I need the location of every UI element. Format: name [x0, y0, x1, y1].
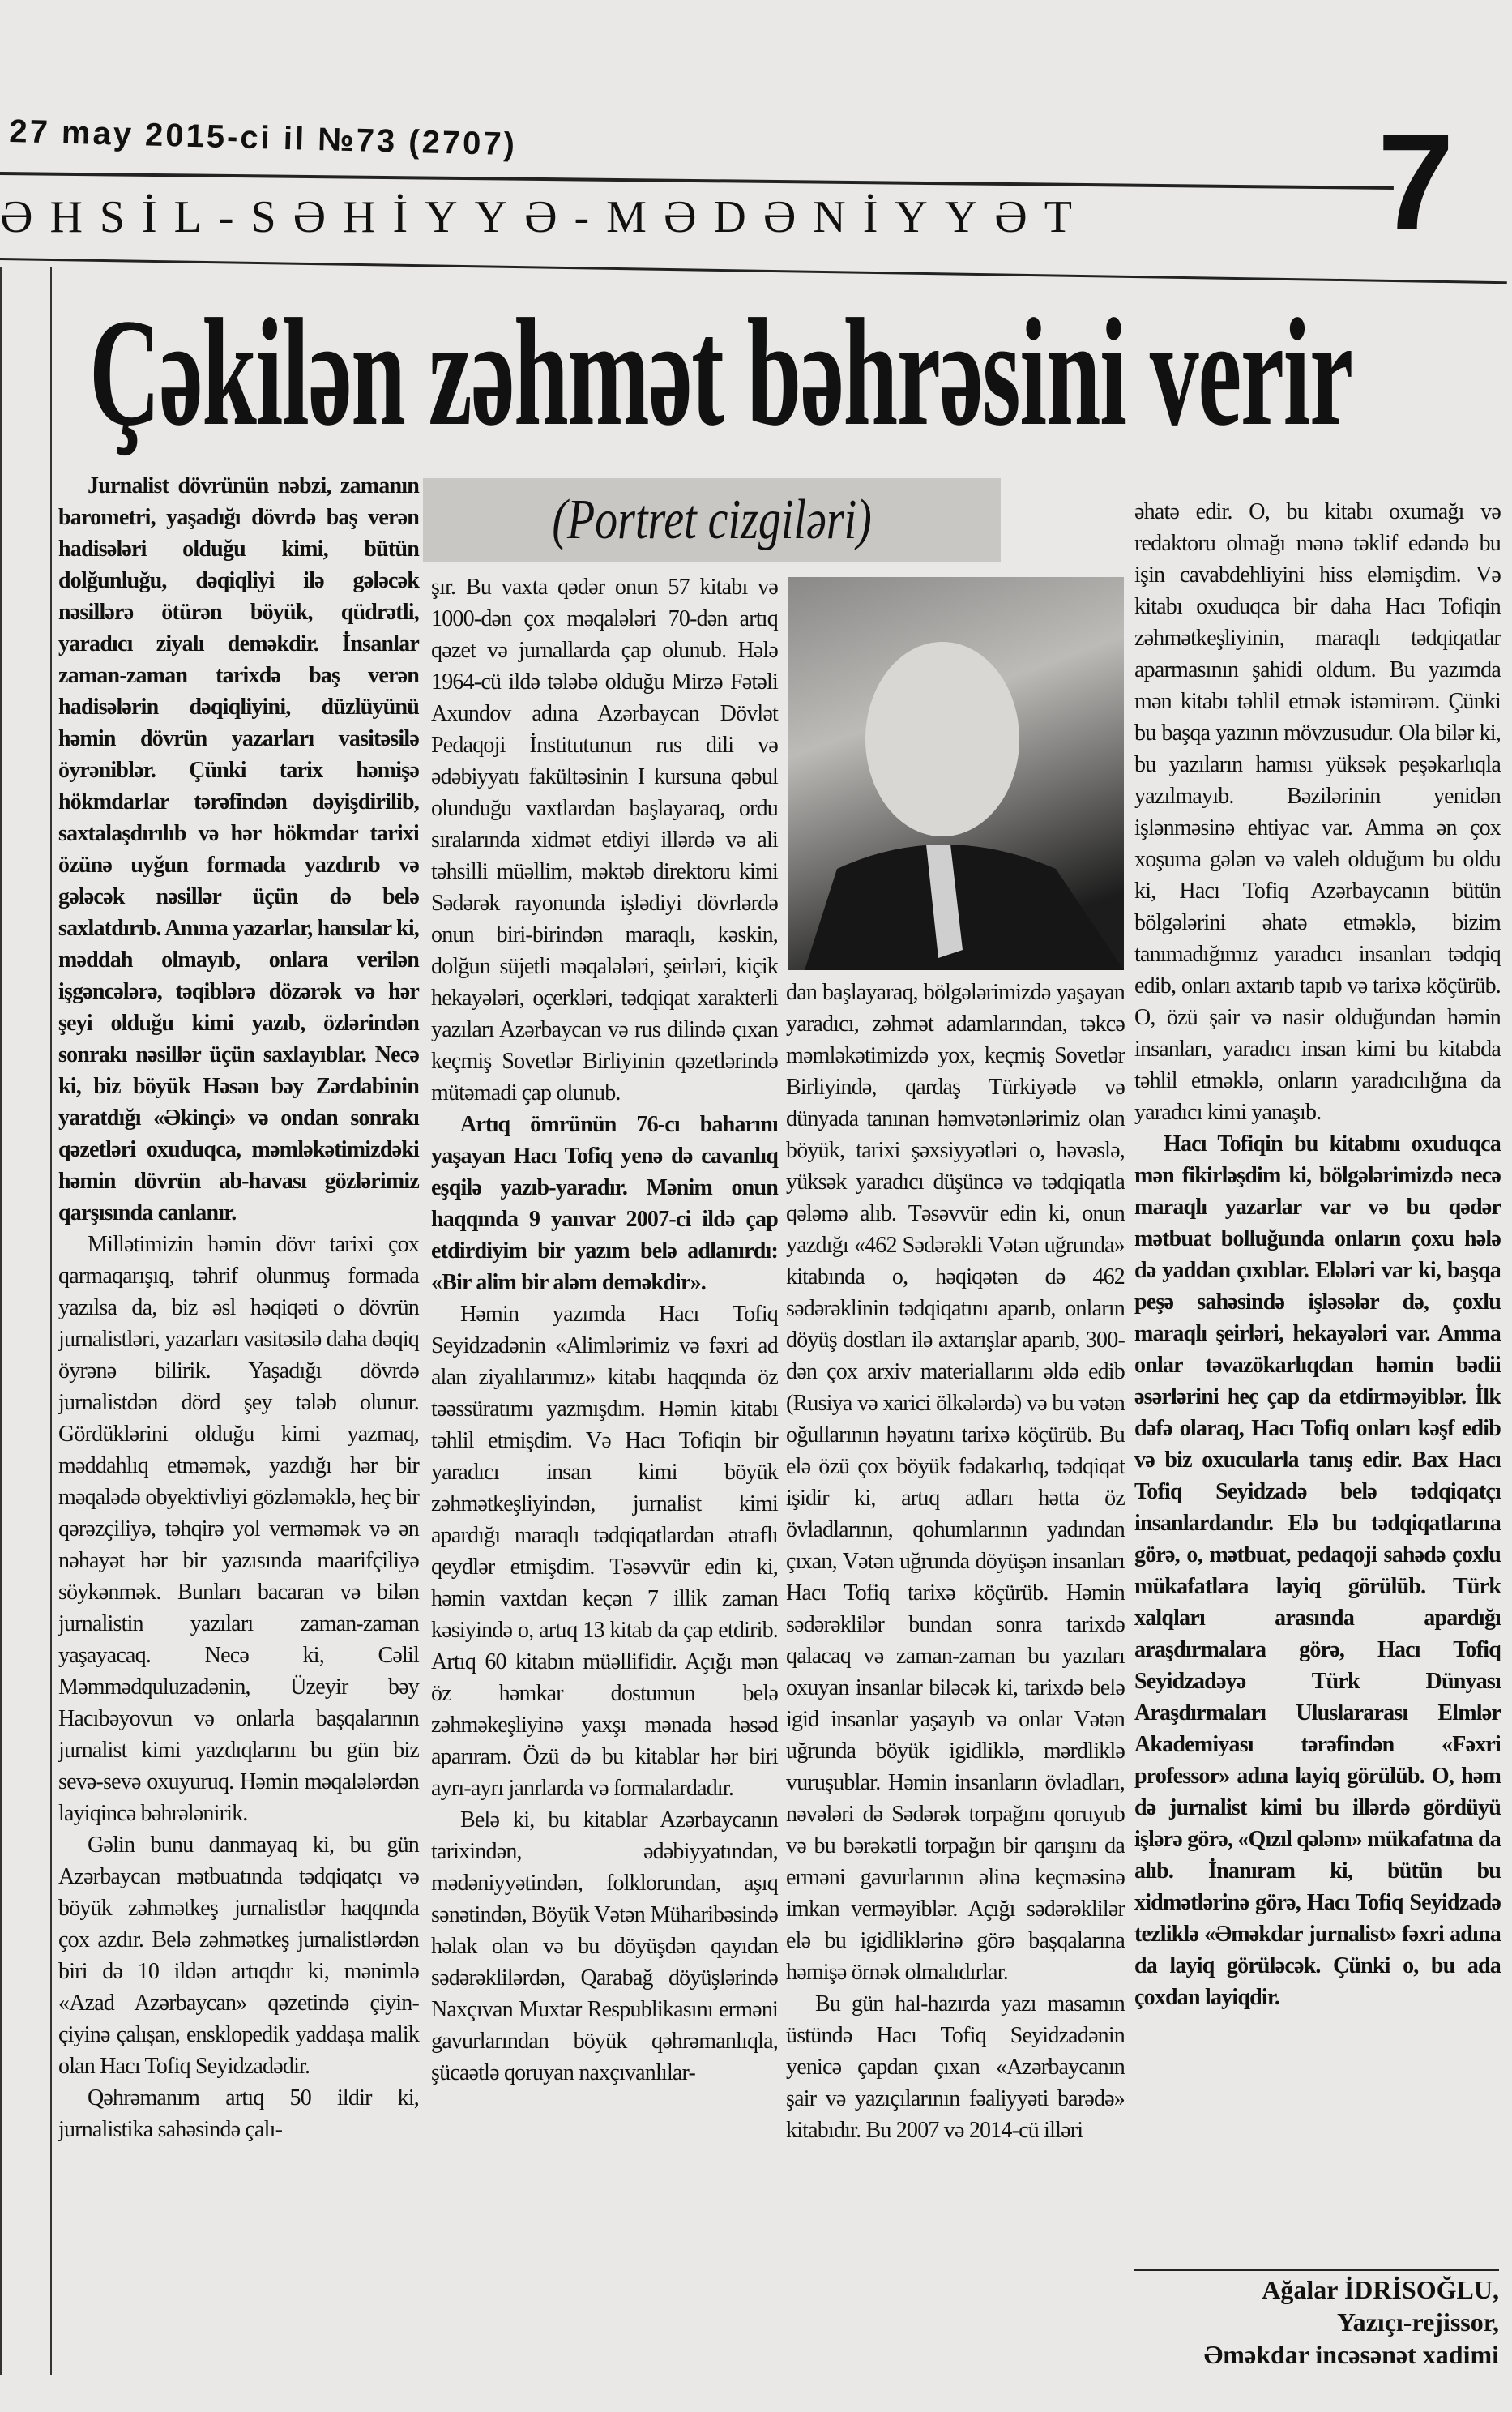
article-column-4 — [1134, 496, 1501, 2013]
paragraph: dan başlayaraq, bölgələrimizdə yaşayan yaradıcı, zəhmət adamlarından, təkcə məmləkətimizdə yox, keçmiş Sovetlər Birliyində, qardaş Türkiyədə və dünyada tanınan həmvətənlərimiz olan böyük, tarixi şəxsiyyətləri o, həvəslə, yüksək yaradıcı düşüncə və tədqiqatla qələmə alıb. Təsəvvür edin ki, onun yazdığı «462 Sədərəkli Vətən uğrunda» kitabında o, həqiqətən də 462 sədərəklinin tədqiqatını aparıb, onların döyüş dostları ilə axtarışlar aparıb, 300-dən çox arxiv materiallarını əldə edib (Rusiya və xarici ölkələrdə) və bu vətən oğullarının həyatını tarixə köçürüb. Bu elə özü çox böyük fədakarlıq, tədqiqat işidir ki, artıq adları hətta öz övladlarının, qohumlarının yadından çıxan, Vətən uğrunda döyüşən insanları Hacı Tofiq tarixə köçürüb. Həmin sədərəklilər bundan sonra tarixdə qalacaq və zaman-zaman bu yazıları oxuyan insanlar biləcək ki, tarixdə belə igid insanlar yaşayıb və onlar Vətən uğrunda böyük igidliklə, mərdliklə vuruşublar. Həmin insanların övladları, nəvələri də Sədərək torpağını qoruyub və bu bərəkətli torpağın bir qarışını da erməni gavurlarının əlinə keçməsinə imkan verməyiblər. Açığı sədərəklilər elə bu igidliklərinə görə başqalarına həmişə örnək olmalıdırlar. — [786, 980, 1125, 1985]
section-rule — [0, 258, 1507, 284]
paragraph: Belə ki, bu kitablar Azərbaycanın tarixindən, ədəbiyyatından, mədəniyyətindən, folklorundan, aşıq sənətindən, Böyük Vətən Müharibəsində həlak olan və bu döyüşdən qayıdan sədərəklilərdən, Qarabağ döyüşlərində Naxçıvan Muxtar Respublikasını erməni gavurlarından böyük qəhrəmanlıqla, şücaətlə qoruyan naxçıvanlılar- — [431, 1807, 778, 2085]
paragraph: Bu gün hal-hazırda yazı masamın üstündə Hacı Tofiq Seyidzadənin yenicə çapdan çıxan «Azərbaycanın şair və yazıçılarının fəaliyyəti barədə» kitabıdır. Bu 2007 və 2014-cü illəri — [786, 1991, 1125, 2143]
article-column-1 — [58, 470, 419, 2145]
signature-rule — [1134, 2269, 1499, 2271]
page-number: 7 — [1377, 105, 1454, 259]
paragraph: Gəlin bunu danmayaq ki, bu gün Azərbaycan mətbuatında tədqiqatçı və böyük zəhmətkeş jurnalistlər haqqında çox azdır. Belə zəhmətkeş jurnalistlərdən biri də 10 ildən artıqdır ki, mənimlə «Azad Azərbaycan» qəzetində çiyin-çiyinə çalışan, ensklopedik yaddaşa malik olan Hacı Tofiq Seyidzadədir. — [58, 1833, 419, 2079]
paragraph: Hacı Tofiqin bu kitabını oxuduqca mən fikirləşdim ki, bölgələrimizdə necə maraqlı yazarlar var və bu qədər mətbuat bolluğunda onların çoxu hələ də yaddan çıxıblar. Elələri var ki, başqa peşə sahəsində işləsələr də, çoxlu maraqlı şeirləri, hekayələri var. Amma onlar təvazökarlıqdan həmin bədii əsərlərini heç çap da etdirməyiblər. İlk dəfə olaraq, Hacı Tofiq onları kəşf edib və biz oxucularla tanış edir. Bax Hacı Tofiq Seyidzadə belə tədqiqatçı insanlardandır. Elə bu tədqiqatlarına görə, o, mətbuat, pedaqoji sahədə çoxlu mükafatlara layiq görülüb. Türk xalqları arasında apardığı araşdırmalara görə, Hacı Tofiq Seyidzadəyə Türk Dünyası Araşdırmaları Uluslararası Elmlər Akademiyası tərəfindən «Fəxri professor» adına layiq görülüb. O, həm də jurnalist kimi bu illərdə gördüyü işlərə görə, «Qızıl qələm» mükafatına da alıb. İnanıram ki, bütün bu xidmətlərinə görə, Hacı Tofiq Seyidzadə tezliklə «Əməkdar jurnalist» fəxri adına da layiq görüləcək. Çünki o, bu ada çoxdan layiqdir. — [1134, 1131, 1501, 2010]
portrait-photo — [788, 577, 1124, 970]
paragraph: əhatə edir. O, bu kitabı oxumağı və redaktoru olmağı mənə təklif edəndə bu işin cavabdehliyini hiss eləmişdim. Və kitabı oxuduqca bir daha Hacı Tofiqin zəhmətkeşliyinin, maraqlı tədqiqatlar aparmasının şahidi oldum. Bu yazımda mən kitabı təhlil etmək istəmirəm. Çünki bu başqa yazının mövzusudur. Ola bilər ki, bu yazıların hamısı yüksək peşəkarlıqla yazılmayıb. Bəzilərinin yenidən işlənməsinə ehtiyac var. Amma ən çox xoşuma gələn və valeh olduğum bu oldu ki, Hacı Tofiq Azərbaycanın bütün bölgələrini əhatə etməklə, bizim tanımadığımız yaradıcı insanları tədqiq edib, onları axtarıb tapıb və tarixə köçürüb. O, özü şair və nasir olduğundan həmin insanları, yaradıcı insan kimi bu kitabda təhlil etməklə, onların yaradıcılığına da yaradıcı kimi yanaşıb. — [1134, 499, 1501, 1125]
author-role: Yazıçı-rejissor, — [1337, 2307, 1499, 2337]
lead-paragraph: Jurnalist dövrünün nəbzi, zamanın barometri, yaşadığı dövrdə baş verən hadisələri olduğu kimi, bütün dolğunluğu, dəqiqliyi ilə gələcək nəsillərə ötürən böyük, qüdrətli, yaradıcı ziyalı deməkdir. İnsanlar zaman-zaman tarixdə baş verən hadisələrin dəqiqliyini, düzlüyünü həmin dövrün yazarları vasitəsilə öyrəniblər. Çünki tarix həmişə hökmdarlar tərəfindən dəyişdirilib, saxtalaşdırılıb və hər hökmdar tarixi özünə uyğun formada yazdırıb və gələcək nəsillər üçün də belə saxlatdırıb. Amma yazarlar, hansılar ki, məddah olmayıb, onlara verilən işgəncələrə, təqiblərə dözərək və hər şeyi olduğu kimi yazıb, özlərindən sonrakı nəsillər üçün saxlayıblar. Necə ki, biz böyük Həsən bəy Zərdabinin yaratdığı «Əkinçi» və ondan sonrakı qəzetləri oxuduqca, məmləkətimizdəki həmin dövrün ab-havası gözlərimiz qarşısında canlanır. — [58, 473, 419, 1225]
header-rule — [0, 172, 1394, 190]
section-heading: ƏHSİL-SƏHİYYƏ-MƏDƏNİYYƏT — [0, 192, 1089, 242]
author-title: Əməkdar incəsənət xadimi — [1203, 2340, 1499, 2369]
column-divider — [0, 267, 2, 2375]
paragraph: Həmin yazımda Hacı Tofiq Seyidzadənin «Alimlərimiz və fəxri ad alan ziyalılarımız» kitabı haqqında öz təəssüratımı yazmışdım. Həmin kitabı təhlil etmişdim. Və Hacı Tofiqin bir yaradıcı insan kimi böyük zəhmətkeşliyindən, jurnalist kimi apardığı maraqlı tədqiqatlardan ətraflı qeydlər etmişdim. Təsəvvür edin ki, həmin vaxtdan keçən 7 illik zaman kəsiyində o, artıq 13 kitab da çap etdirib. Artıq 60 kitabın müəllifidir. Açığı mən öz həmkar dostumun belə zəhməkeşliyinə yaxşı mənada həsəd aparıram. Özü də bu kitablar hər biri ayrı-ayrı janrlarda və formalardadır. — [431, 1302, 778, 1801]
paragraph: Millətimizin həmin dövr tarixi çox qarmaqarışıq, təhrif olunmuş formada yazılsa da, biz əsl həqiqəti o dövrün jurnalistləri, yazarları vasitəsilə daha dəqiq öyrənə bilirik. Yaşadığı dövrdə jurnalistdən dörd şey tələb olunur. Gördüklərini olduğu kimi yazmaq, məddahlıq etməmək, yazdığı hər bir məqalədə obyektivliyi gözləməklə, heç bir qərəzçiliyə, təhqirə yol verməmək və ən nəhayət hər bir yazısında maarifçiliyə söykənmək. Bunları bacaran və bilən jurnalistin yazıları zaman-zaman yaşayacaq. Necə ki, Cəlil Məmmədquluzadənin, Üzeyir bəy Hacıbəyovun və onlarla başqalarının jurnalist kimi yazdıqlarını bu gün biz sevə-sevə oxuyuruq. Həmin məqalələrdən layiqincə bəhrələnirik. — [58, 1232, 419, 1826]
article-title: Çəkilən zəhmət bəhrəsini verir — [89, 288, 1352, 458]
portrait-person-icon — [788, 577, 1124, 970]
article-column-2 — [431, 571, 778, 2089]
paragraph: Qəhrəmanım artıq 50 ildir ki, jurnalistika sahəsində çalı- — [58, 2085, 419, 2142]
author-name: Ağalar İDRİSOĞLU, — [1262, 2275, 1499, 2304]
column-divider — [50, 267, 52, 2375]
article-column-3 — [786, 977, 1125, 2146]
author-signature — [1118, 2273, 1499, 2371]
paragraph: şır. Bu vaxta qədər onun 57 kitabı və 1000-dən çox məqalələri 70-dən artıq qəzet və jurnallarda çap olunub. Hələ 1964-cü ildə tələbə olduğu Mirzə Fətəli Axundov adına Azərbaycan Dövlət Pedaqoji İnstitutunun rus dili və ədəbiyyatı fakültəsinin I kursuna qəbul olunduğu vaxtlardan başlayaraq, ordu sıralarında xidmət etdiyi illərdə və ali təhsilli müəllim, məktəb direktoru kimi Sədərək rayonunda işlədiyi dövrlərdə onun biri-birindən maraqlı, kəskin, dolğun süjetli məqalələri, şeirləri, kiçik hekayələri, oçerkləri, tədqiqat xarakterli yazıları Azərbaycan və rus dilində çıxan keçmiş Sovetlər Birliyinin qəzetlərində mütəmadi çap olunub. — [431, 575, 778, 1106]
paragraph: Artıq ömrünün 76-cı baharını yaşayan Hacı Tofiq yenə də cavanlıq eşqilə yazıb-yaradır. Mənim onun haqqında 9 yanvar 2007-ci ildə çap etdirdiyim bir yazım belə adlanırdı: «Bir alim bir aləm deməkdir». — [431, 1112, 778, 1295]
issue-dateline: 27 may 2015-ci il №73 (2707) — [8, 113, 518, 163]
subtitle-banner — [423, 478, 1001, 562]
article-subtitle: (Portret cizgiləri) — [552, 489, 872, 551]
